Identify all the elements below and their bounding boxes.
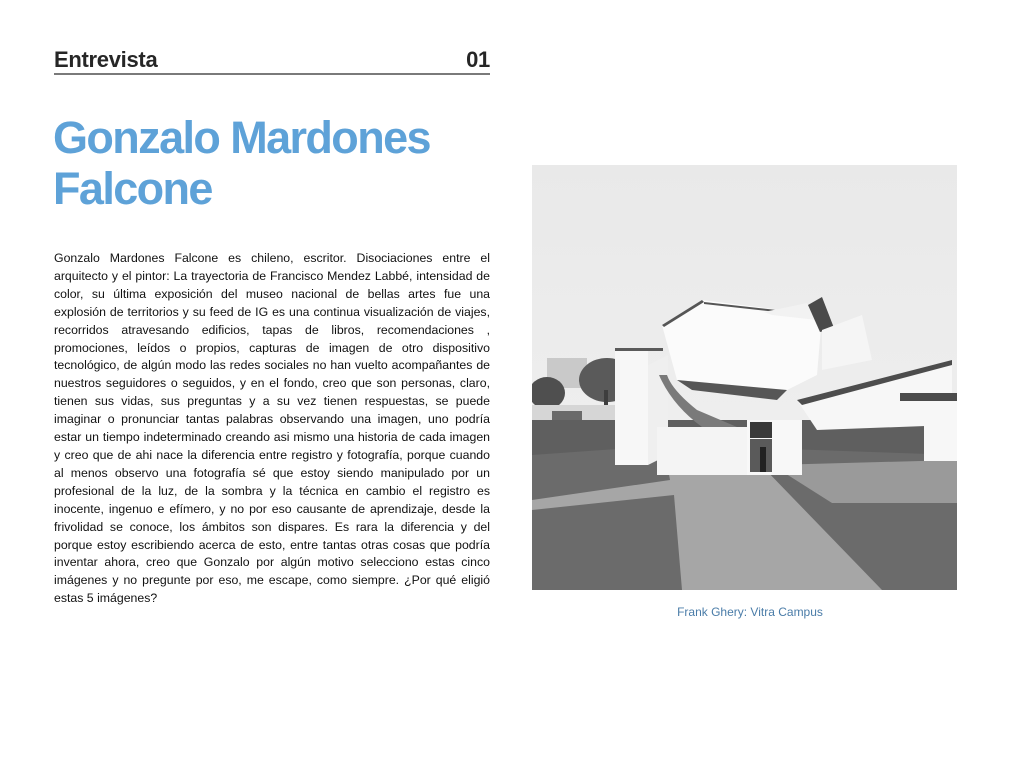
article-body: Gonzalo Mardones Falcone es chileno, escritor. Disociaciones entre el arquitecto y el pintor: La trayectoria de Francisco Mendez Labbé, intensidad de color, su última exposición del museo nacional de bellas artes fue una explosión de territorios y su feed de IG es una continua visualización de viajes, recorridos atravesando edificios, tapas de libros, recomendaciones , promociones, leídos o propios, capturas de imagen de otro dispositivo tecnológico, de algún modo las redes sociales no han vuelto acompañantes de nuestros seguidores o seguidos, y en el fondo, creo que son personas, claro, tienen sus vidas, sus preguntas y a su vez tienen respuestas, se puede imaginar o pronunciar tantas palabras observando una imagen, uno podría estar un tiempo indeterminado creando asi mismo una historia de cada imagen y creo que de ahi nace la diferencia entre registro y fotografía, porque cuando al menos observo una fotografía sé que estoy siendo manipulado por un profesional de la luz, de la sombra y la técnica en cambio el registro es inocente, ingenuo e efímero, y no por eso causante de aprendizaje, desde la frivolidad se conoce, los ámbitos son dispares. Es rara la diferencia y del porque estoy escribiendo acerca de esto, entre tantas otras cosas que podría inventar ahora, creo que Gonzalo por algún motivo selecciono estas cinco imágenes y no pregunte por eso, me escape, como siempre. ¿Por qué eligió estas 5 imágenes? (54, 251, 490, 606)
page-number: 01 (466, 47, 490, 72)
section-label: Entrevista (54, 47, 158, 72)
entrance-transom (750, 422, 772, 438)
far-right-canopy (900, 393, 957, 401)
person-silhouette (760, 447, 766, 472)
far-right-wall (924, 401, 957, 461)
tower-roof (615, 348, 663, 351)
section-header (54, 42, 490, 75)
tower-block (615, 350, 648, 465)
building-photo (532, 165, 957, 590)
lower-wall (657, 427, 747, 475)
photo-illustration (532, 165, 957, 590)
photo-caption: Frank Ghery: Vitra Campus (677, 605, 823, 619)
article-title: Gonzalo Mardones Falcone (53, 112, 430, 214)
